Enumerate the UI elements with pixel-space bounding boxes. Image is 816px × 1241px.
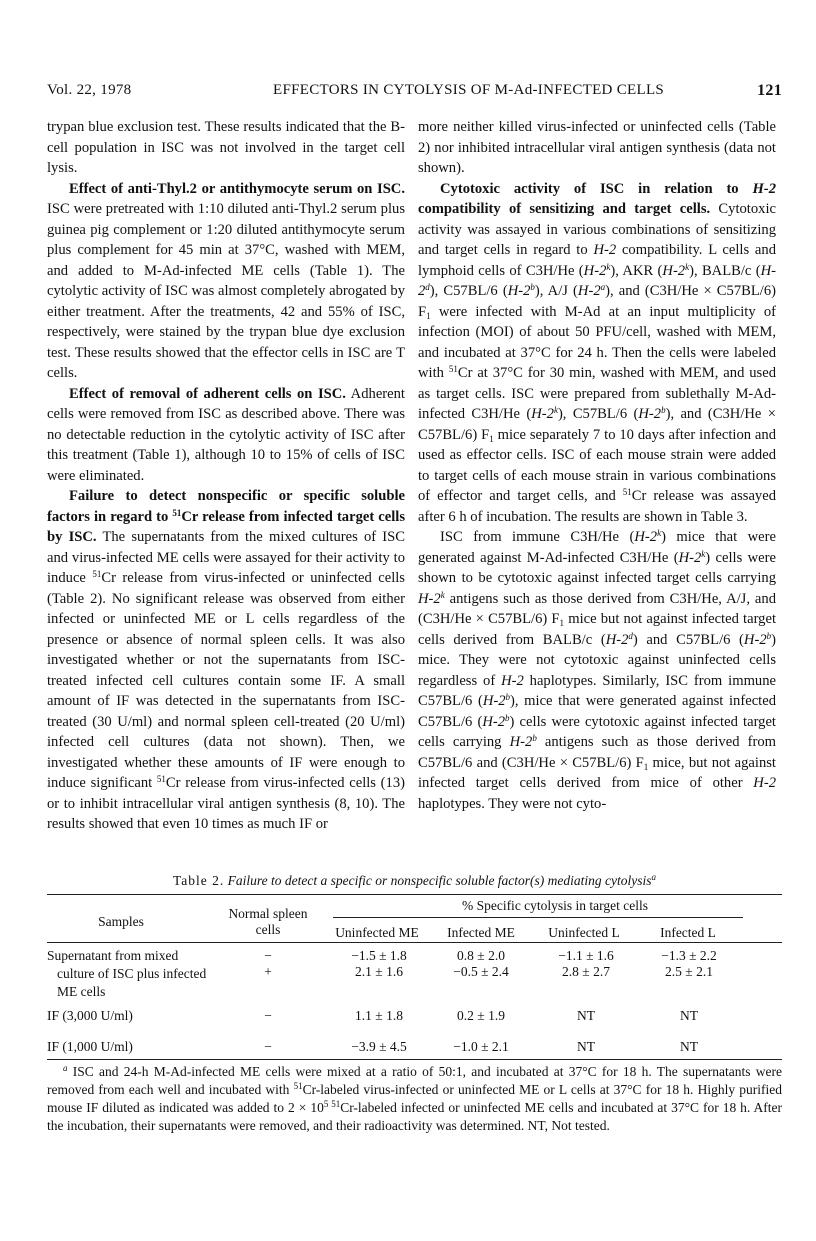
table-cell: −0.5 ± 2.4 [453, 964, 509, 979]
paragraph: ISC from immune C3H/He (H-2$^k$) mice that were generated against M-Ad-infected C3H/He (H-2$^k$) cells were shown to be cytotoxic against infected target cells carrying H-2$^k$ antigens such as those derived from C3H/He, A/J, and (C3H/He × C57BL/6) $F_1$ mice but not against infected target cells derived from BALB/c (H-2$^d$) and C57BL/6 (H-2$^b$) mice. They were not cytotoxic against uninfected cells regardless of H-2 haplotypes. Similarly, ISC from immune C57BL/6 (H-2$^b$), mice that were generated against infected C57BL/6 (H-2$^b$) cells were cytotoxic against infected target cells carrying H-2$^b$ antigens such as those derived from C57BL/6 and (C3H/He × C57BL/6) $F_1$ mice, but not against infected target cells derived from mice of other H-2 haplotypes. They were not cyto- [418, 528, 776, 812]
section-heading: Effect of anti-Thyl.2 or antithymocyte serum on ISC. [69, 180, 405, 197]
table-cell: 1.1 ± 1.8 [355, 1008, 403, 1023]
col-header-cytolysis: % Specific cytolysis in target cells [461, 898, 649, 913]
table-bottom-rule [47, 1059, 782, 1060]
table-cell: −1.0 ± 2.1 [453, 1039, 509, 1054]
table-cell: 2.5 ± 2.1 [665, 964, 713, 979]
table-cell-spleen: + [264, 964, 272, 979]
table-cell: 2.1 ± 1.6 [355, 964, 403, 979]
section-heading: Effect of removal of adherent cells on ISC. [69, 385, 346, 402]
table-cell: −3.9 ± 4.5 [351, 1039, 407, 1054]
page-number: 121 [757, 82, 782, 99]
running-title: EFFECTORS IN CYTOLYSIS OF M-Ad-INFECTED CELLS [273, 82, 665, 98]
table-cell: 0.8 ± 2.0 [457, 948, 505, 963]
table-cell: −1.3 ± 2.2 [661, 948, 717, 963]
table-cell-spleen: − [264, 948, 272, 963]
table-row-sample: IF (3,000 U/ml) [47, 1008, 133, 1023]
col-header-infected-l: Infected L [660, 925, 716, 940]
section-heading: Failure to detect nonspecific or specific soluble factors in regard to $^{51}$Cr release from infected target cells by ISC. [47, 488, 406, 545]
table-cell-spleen: − [264, 1008, 272, 1023]
table-header-rule [47, 942, 782, 943]
col-header-spleen: Normal spleen cells [228, 906, 308, 937]
paragraph: Effect of anti-Thyl.2 or antithymocyte serum on ISC. ISC were pretreated with 1:10 diluted anti-Thyl.2 serum plus guinea pig complement or 1:20 diluted antithymocyte serum plus complement for 45 min at 37°C, washed with MEM, and added to M-Ad-infected ME cells (Table 1). The cytolytic activity of ISC was almost completely abrogated by either treatment. After the treatments, 42 and 55% of ISC, respectively, were stained by the trypan blue dye exclusion test. These results showed that the effector cells in ISC are T cells. [47, 180, 405, 381]
table-cell: 0.2 ± 1.9 [457, 1008, 505, 1023]
table-row-sample: Supernatant from mixed culture of ISC plus infected ME cells [47, 948, 207, 999]
col-header-samples: Samples [98, 914, 144, 929]
table-cell: −1.5 ± 1.8 [351, 948, 407, 963]
paragraph: more neither killed virus-infected or uninfected cells (Table 2) nor inhibited intracellular viral antigen synthesis (data not shown). [418, 119, 776, 176]
left-column [47, 117, 405, 835]
paragraph: Effect of removal of adherent cells on ISC. Adherent cells were removed from ISC as described above. There was no detectable reduction in the cytolytic activity of ISC after this treatment (Table 1), although 10 to 15% of cells of ISC were eliminated. [47, 385, 405, 484]
paragraph: Cytotoxic activity of ISC in relation to H-2 compatibility of sensitizing and target cells. Cytotoxic activity was assayed in various combinations of sensitizing and target cells in regard to H-2 compatibility. L cells and lymphoid cells of C3H/He (H-2$^k$), AKR (H-2$^k$), BALB/c (H-2$^d$), C57BL/6 (H-2$^b$), A/J (H-2$^a$), and (C3H/He × C57BL/6) $F_1$ were infected with M-Ad at an input multiplicity of infection (MOI) of about 50 PFU/cell, washed with MEM, and incubated at 37°C for 24 h. Then the cells were labeled with $^{51}$Cr at 37°C for 30 min, washed with MEM, and used as target cells. ISC were prepared from sublethally M-Ad-infected C3H/He (H-2$^k$), C57BL/6 (H-2$^b$), and (C3H/He × C57BL/6) $F_1$ mice separately 7 to 10 days after infection and used as effector cells. ISC of each mouse strain were added to target cells of each mouse strain in various combinations of effector and target cells, and $^{51}$Cr release was assayed after 6 h of incubation. The results are shown in Table 3. [418, 180, 777, 525]
subheader-rule [333, 917, 743, 918]
volume-label: Vol. 22, 1978 [47, 82, 132, 98]
table-cell: NT [680, 1008, 698, 1023]
table-top-rule [47, 894, 782, 895]
table-cell-spleen: − [264, 1039, 272, 1054]
running-header [47, 82, 782, 104]
right-column [418, 117, 776, 814]
table-cell: NT [577, 1008, 595, 1023]
col-header-infected-me: Infected ME [447, 925, 515, 940]
table-cell: 2.8 ± 2.7 [562, 964, 610, 979]
table-row-sample: IF (1,000 U/ml) [47, 1039, 133, 1054]
table-cell: NT [577, 1039, 595, 1054]
section-heading: Cytotoxic activity of ISC in relation to H-2 compatibility of sensitizing and target cells. [418, 180, 776, 217]
table-cell: −1.1 ± 1.6 [558, 948, 614, 963]
col-header-uninfected-l: Uninfected L [548, 925, 620, 940]
paragraph: trypan blue exclusion test. These results indicated that the B-cell population in ISC was not involved in the target cell lysis. [47, 119, 405, 176]
table-cell: NT [680, 1039, 698, 1054]
table-caption: Table 2. Failure to detect a specific or nonspecific soluble factor(s) mediating cytolysis$^a$ [172, 872, 657, 888]
table-footnote: $^a$ ISC and 24-h M-Ad-infected ME cells were mixed at a ratio of 50:1, and incubated at 37°C for 18 h. The supernatants were removed from each well and incubated with $^{51}$Cr-labeled virus-infected or uninfected ME or L cells at 37°C for 18 h. Highly purified mouse IF diluted as indicated was added to $2 \times 10^5$ $^{51}$Cr-labeled infected or uninfected ME cells and incubated at 37°C for 18 h. After the incubation, their supernatants were removed, and their radioactivity was determined. NT, Not tested. [47, 1063, 783, 1133]
col-header-uninfected-me: Uninfected ME [335, 925, 419, 940]
paragraph: Failure to detect nonspecific or specific soluble factors in regard to $^{51}$Cr release from infected target cells by ISC. The supernatants from the mixed cultures of ISC and virus-infected ME cells were assayed for their activity to induce $^{51}$Cr release from virus-infected or uninfected cells (Table 2). No significant release was observed from either infected or uninfected ME or L cells regardless of the presence or absence of normal spleen cells. It was also investigated whether or not the supernatants from ISC-treated infected cell cultures contain some IF. A small amount of IF was detected in the supernatants from ISC-treated (30 U/ml) and normal spleen cell-treated (20 U/ml) infected cell cultures (data not shown). Then, we investigated whether these amounts of IF were enough to induce significant $^{51}$Cr release from virus-infected cells (13) or to inhibit intracellular viral antigen synthesis (8, 10). The results showed that even 10 times as much IF or [47, 488, 406, 832]
